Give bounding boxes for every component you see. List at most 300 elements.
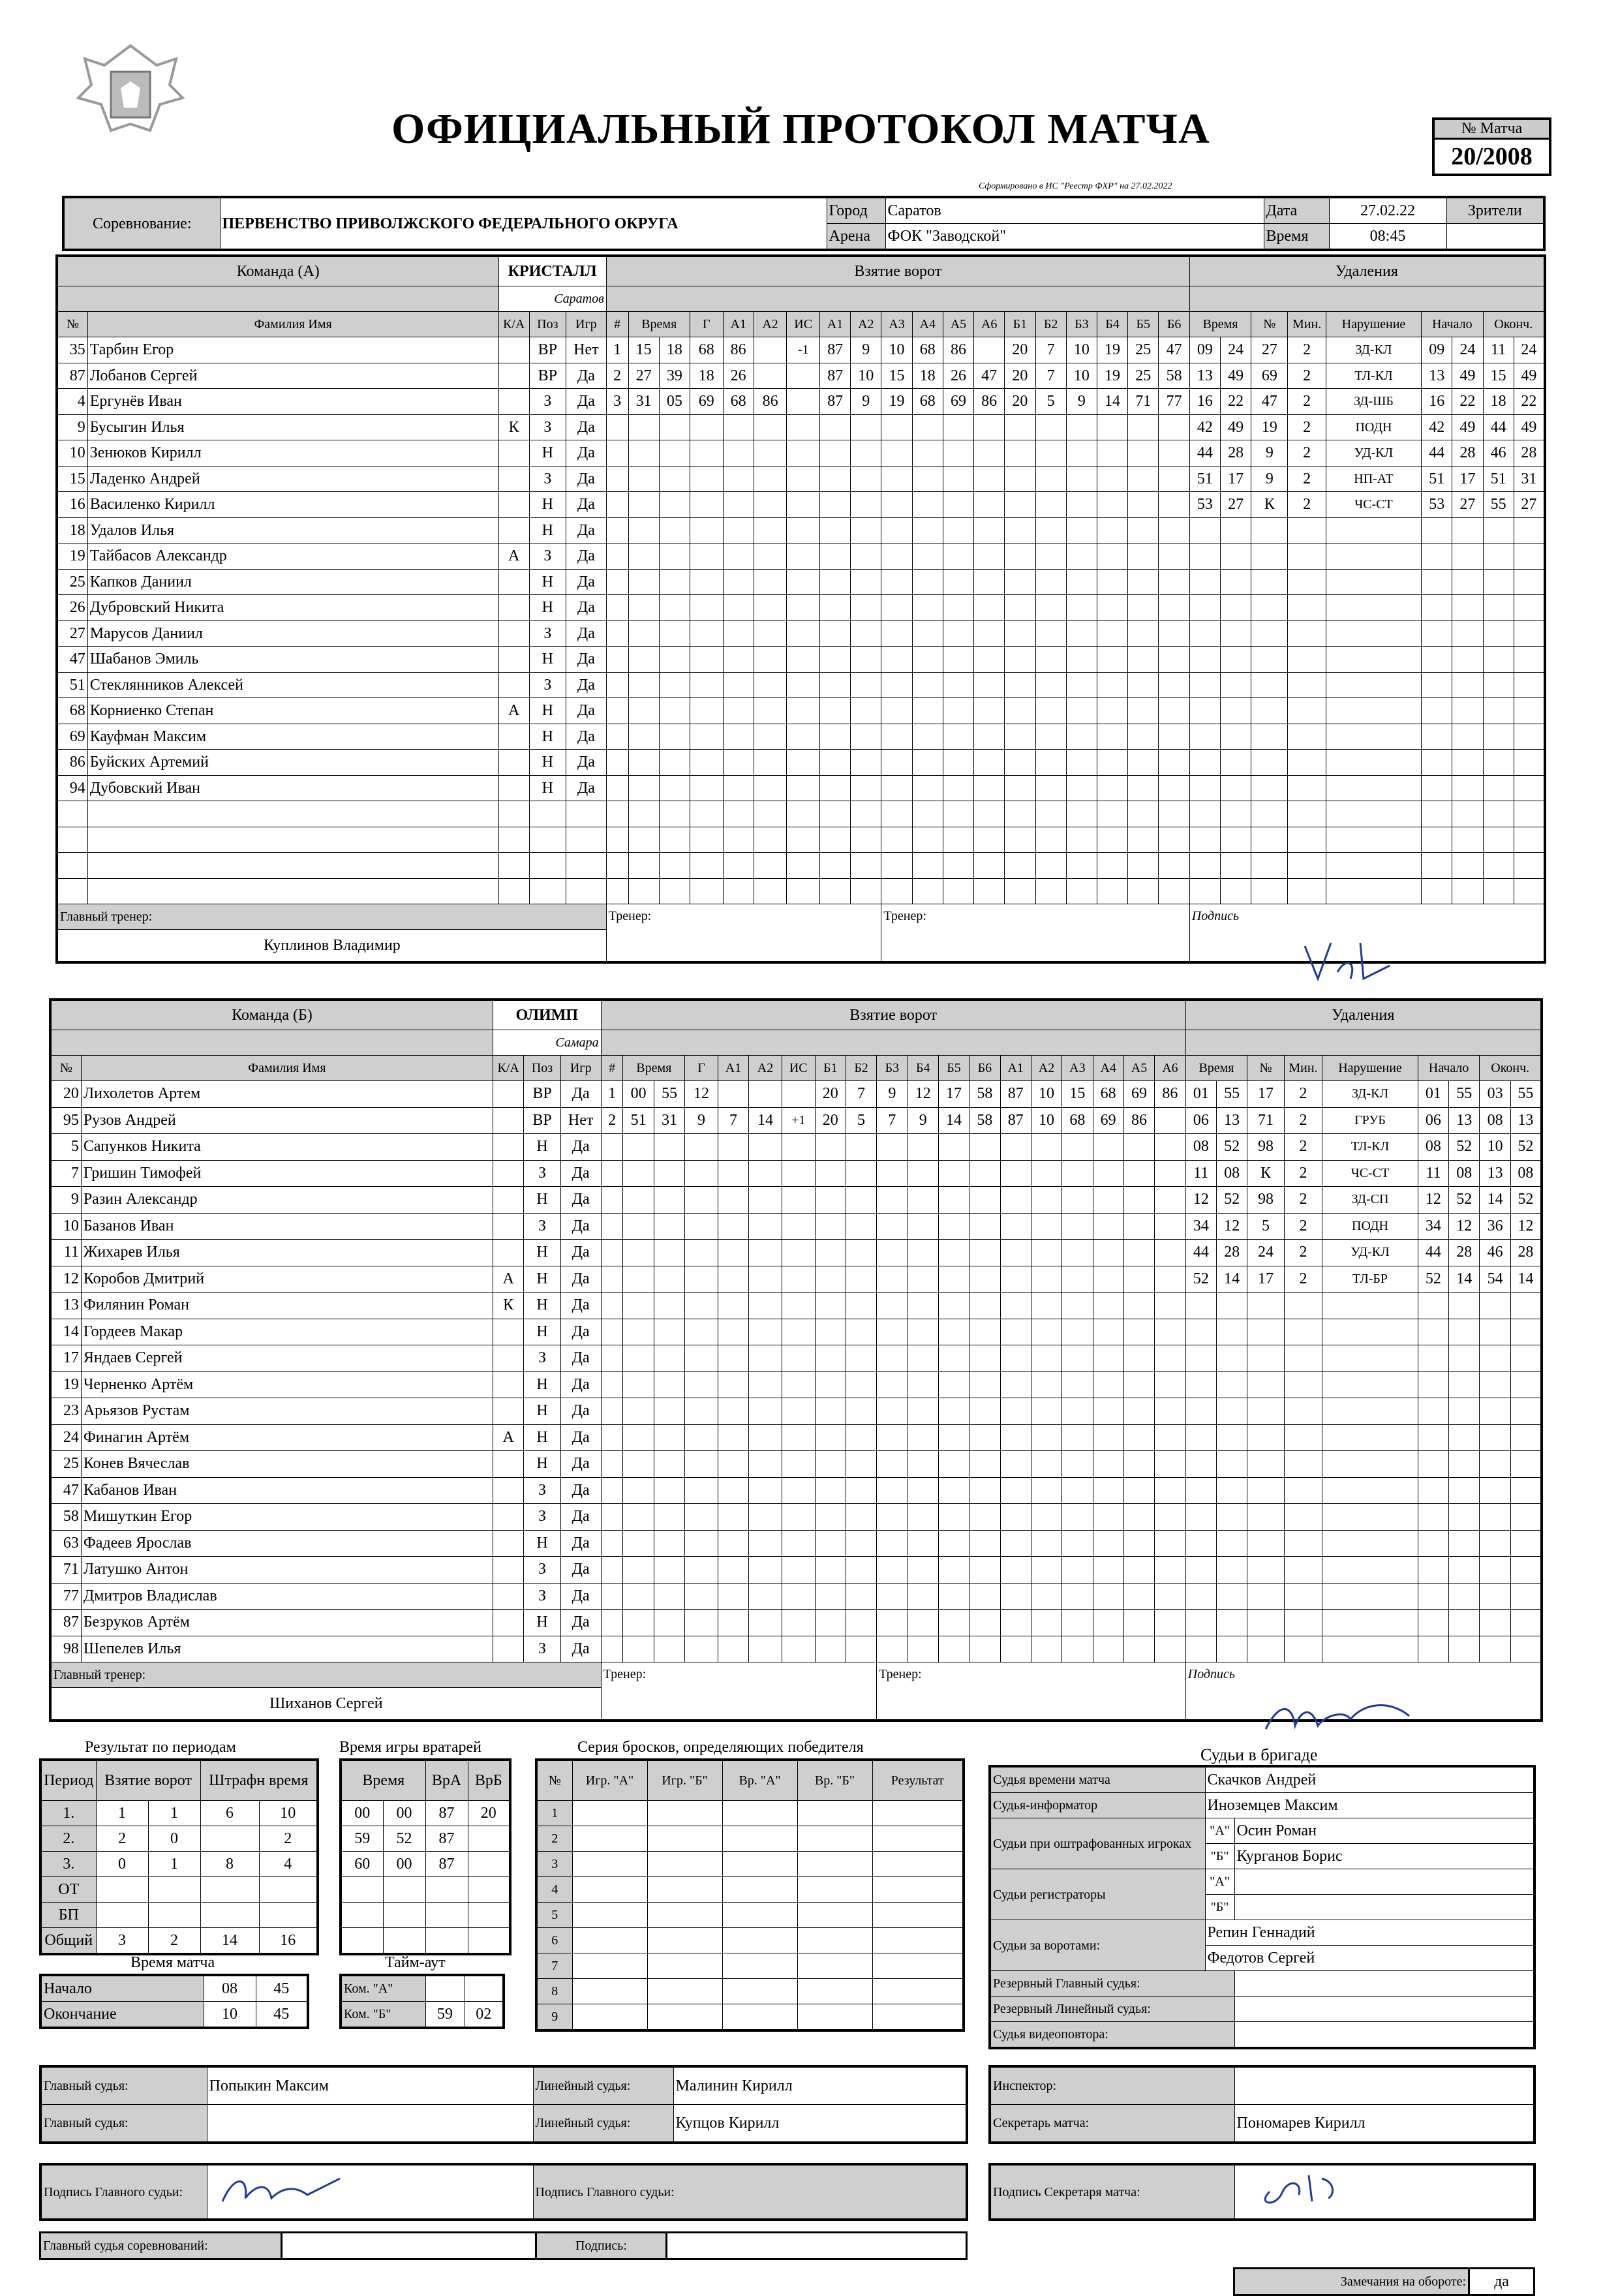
player-number: 10 bbox=[50, 1213, 81, 1240]
goal-cell bbox=[606, 647, 628, 673]
player-position: З bbox=[529, 620, 566, 647]
goal-cell bbox=[1097, 724, 1127, 750]
goal-cell: 58 bbox=[969, 1107, 1000, 1134]
inspector-label: Инспектор: bbox=[990, 2066, 1234, 2105]
goal-cell bbox=[623, 1557, 654, 1584]
goal-cell bbox=[974, 337, 1005, 363]
player-played: Да bbox=[560, 1293, 601, 1319]
goal-cell bbox=[654, 1266, 684, 1293]
penalty-cell: 08 bbox=[1185, 1134, 1216, 1161]
goal-cell bbox=[782, 1610, 815, 1636]
goal-cell bbox=[969, 1266, 1000, 1293]
goal-cell bbox=[938, 1398, 969, 1425]
goal-cell bbox=[628, 724, 659, 750]
penalty-cell: 36 bbox=[1480, 1213, 1510, 1240]
penalty-cell bbox=[1514, 595, 1545, 621]
goal-cell bbox=[690, 672, 723, 698]
goal-cell bbox=[1155, 1371, 1185, 1398]
goal-cell bbox=[718, 1134, 748, 1161]
registry-note: Сформировано в ИС "Реестр ФХР" на 27.02.2022 bbox=[979, 181, 1172, 191]
penalty-cell bbox=[1510, 1557, 1542, 1584]
goal-cell bbox=[846, 1345, 876, 1372]
shootout-row: 3 bbox=[536, 1852, 964, 1877]
player-played: Да bbox=[560, 1081, 601, 1108]
informer-value: Иноземцев Максим bbox=[1205, 1793, 1534, 1818]
goal-cell bbox=[974, 698, 1005, 724]
goal-cell bbox=[690, 492, 723, 518]
player-position: Н bbox=[524, 1371, 560, 1398]
line-ref-1: Малинин Кирилл bbox=[673, 2066, 967, 2105]
player-position: Н bbox=[529, 750, 566, 776]
goal-cell bbox=[1123, 1345, 1154, 1372]
penalty-cell bbox=[1480, 1319, 1510, 1345]
penalty-cell bbox=[1216, 1530, 1247, 1557]
penalty-cell bbox=[1452, 724, 1483, 750]
goal-cell bbox=[1093, 1134, 1123, 1161]
penalty-cell bbox=[1185, 1530, 1216, 1557]
team_b-column-headers: № Фамилия Имя К/А Поз Игр # Время Г А1 А2 ИС Б1 Б2 Б3 Б4 Б5 Б6 А1 А2 А3 А4 А5 А6 Время № Мин. Нарушение Начало Оконч. bbox=[50, 1056, 1542, 1081]
goal-cell bbox=[1159, 647, 1189, 673]
goal-cell bbox=[1005, 414, 1035, 440]
penalty-cell bbox=[1449, 1319, 1480, 1345]
penalty-cell bbox=[1247, 1530, 1284, 1557]
player-number: 14 bbox=[50, 1319, 81, 1345]
goal-cell bbox=[1155, 1187, 1185, 1214]
goal-cell bbox=[938, 1557, 969, 1584]
goal-cell bbox=[690, 595, 723, 621]
penalty-cell bbox=[1251, 853, 1288, 879]
player-position: Н bbox=[529, 775, 566, 801]
penalty-cell: 13 bbox=[1510, 1107, 1542, 1134]
goal-cell bbox=[690, 801, 723, 827]
goal-cell bbox=[723, 775, 754, 801]
goal-cell bbox=[606, 543, 628, 570]
goal-cell bbox=[1155, 1319, 1185, 1345]
penalty-cell bbox=[1216, 1610, 1247, 1636]
goal-cell bbox=[606, 801, 628, 827]
goal-cell bbox=[815, 1451, 846, 1478]
penalty-cell bbox=[1284, 1293, 1322, 1319]
goal-cell bbox=[723, 620, 754, 647]
goal-cell bbox=[1128, 492, 1159, 518]
goal-cell bbox=[723, 543, 754, 570]
goal-cell bbox=[685, 1213, 718, 1240]
goal-cell: 87 bbox=[1000, 1107, 1031, 1134]
goal-cell: 10 bbox=[881, 337, 912, 363]
goal-cell bbox=[685, 1187, 718, 1214]
goal-cell bbox=[787, 672, 820, 698]
penalty-cell bbox=[1251, 672, 1288, 698]
goal-cell bbox=[654, 1240, 684, 1266]
player-role bbox=[498, 517, 529, 543]
penalty-cell: 17 bbox=[1247, 1081, 1284, 1108]
goal-cell bbox=[974, 647, 1005, 673]
team_b-row bbox=[50, 1451, 1542, 1478]
penalty-cell bbox=[1418, 1424, 1448, 1451]
player-position: Н bbox=[529, 517, 566, 543]
goal-cell bbox=[881, 775, 912, 801]
goal-cell bbox=[1066, 878, 1097, 904]
team_a-row bbox=[57, 672, 1545, 698]
goal-cell bbox=[659, 827, 690, 853]
goal-cell bbox=[1093, 1187, 1123, 1214]
player-name bbox=[87, 853, 498, 879]
goal-cell bbox=[1159, 517, 1189, 543]
goal-cell bbox=[1128, 620, 1159, 647]
penalty-cell bbox=[1216, 1424, 1247, 1451]
goal-cell: 2 bbox=[601, 1107, 623, 1134]
goal-cell bbox=[787, 853, 820, 879]
player-position: ВР bbox=[529, 363, 566, 389]
goal-cell bbox=[1000, 1293, 1031, 1319]
goal-cell bbox=[754, 853, 787, 879]
goal-cell bbox=[908, 1504, 938, 1531]
team-a-signature bbox=[1298, 933, 1403, 992]
player-position: Н bbox=[529, 569, 566, 595]
penalty-cell bbox=[1449, 1371, 1480, 1398]
goal-cell bbox=[1128, 543, 1159, 570]
match-number-label: № Матча bbox=[1435, 120, 1549, 140]
team_b-row bbox=[50, 1187, 1542, 1214]
player-number: 25 bbox=[50, 1451, 81, 1478]
penalty-cell: 12 bbox=[1510, 1213, 1542, 1240]
team_b-row bbox=[50, 1107, 1542, 1134]
player-role bbox=[493, 1583, 524, 1610]
player-number: 95 bbox=[50, 1107, 81, 1134]
goal-cell bbox=[754, 543, 787, 570]
goal-cell bbox=[749, 1213, 782, 1240]
goal-cell bbox=[912, 517, 943, 543]
penalty-cell bbox=[1480, 1504, 1510, 1531]
goal-cell bbox=[754, 801, 787, 827]
penalty-cell bbox=[1284, 1319, 1322, 1345]
penalty-cell bbox=[1185, 1610, 1216, 1636]
player-name: Шепелев Илья bbox=[81, 1636, 493, 1662]
player-name: Бусыгин Илья bbox=[87, 414, 498, 440]
goal-cell bbox=[1066, 543, 1097, 570]
goal-cell bbox=[749, 1266, 782, 1293]
penalty-box-label: Судьи при оштрафованных игроках bbox=[990, 1818, 1205, 1869]
goal-cell bbox=[782, 1266, 815, 1293]
goal-cell bbox=[654, 1293, 684, 1319]
goal-cell bbox=[1062, 1293, 1093, 1319]
goal-cell bbox=[881, 543, 912, 570]
player-position: З bbox=[529, 389, 566, 415]
goal-cell bbox=[1066, 595, 1097, 621]
inspector-table bbox=[988, 2065, 1536, 2144]
goal-cell bbox=[1093, 1636, 1123, 1662]
goal-cell bbox=[815, 1636, 846, 1662]
goal-cell bbox=[606, 853, 628, 879]
penalty-cell: 28 bbox=[1216, 1240, 1247, 1266]
penalty-cell: 28 bbox=[1449, 1240, 1480, 1266]
goal-cell bbox=[754, 750, 787, 776]
player-played: Да bbox=[566, 414, 606, 440]
team_a-row bbox=[57, 724, 1545, 750]
goal-cell bbox=[1035, 853, 1066, 879]
penalty-cell bbox=[1452, 698, 1483, 724]
goal-cell bbox=[685, 1504, 718, 1531]
goal-cell bbox=[749, 1240, 782, 1266]
penalty-cell: 13 bbox=[1480, 1160, 1510, 1187]
goal-cell bbox=[819, 543, 850, 570]
penalty-cell bbox=[1189, 620, 1220, 647]
goal-cell bbox=[969, 1530, 1000, 1557]
player-name: Мишуткин Егор bbox=[81, 1504, 493, 1531]
player-role bbox=[493, 1398, 524, 1425]
goal-cell bbox=[1155, 1266, 1185, 1293]
penalty-cell bbox=[1418, 1504, 1448, 1531]
player-role bbox=[498, 337, 529, 363]
goal-cell: 86 bbox=[754, 389, 787, 415]
player-played: Да bbox=[560, 1187, 601, 1214]
penalty-cell bbox=[1510, 1451, 1542, 1478]
goal-cell: 9 bbox=[877, 1081, 908, 1108]
goal-cell bbox=[1035, 569, 1066, 595]
remarks-label: Замечания на обороте: bbox=[1234, 2269, 1469, 2295]
goal-cell bbox=[690, 775, 723, 801]
penalty-cell: 49 bbox=[1220, 414, 1251, 440]
penalty-cell bbox=[1189, 672, 1220, 698]
goal-cell bbox=[1155, 1504, 1185, 1531]
goal-cell bbox=[912, 672, 943, 698]
goal-cell bbox=[1035, 466, 1066, 492]
page-title: ОФИЦИАЛЬНЫЙ ПРОТОКОЛ МАТЧА bbox=[391, 105, 1210, 153]
goal-cell bbox=[623, 1610, 654, 1636]
goal-cell bbox=[1093, 1610, 1123, 1636]
goal-cell bbox=[908, 1134, 938, 1161]
penalty-cell bbox=[1185, 1345, 1216, 1372]
goal-cell bbox=[787, 569, 820, 595]
goal-cell bbox=[601, 1293, 623, 1319]
goal-cell bbox=[654, 1345, 684, 1372]
team_b-penalties-header: Удаления bbox=[1185, 1000, 1542, 1030]
penalty-cell bbox=[1189, 878, 1220, 904]
goal-cell bbox=[782, 1398, 815, 1425]
goal-cell bbox=[877, 1504, 908, 1531]
goal-cell bbox=[815, 1398, 846, 1425]
penalty-cell bbox=[1322, 1557, 1418, 1584]
team_a-penalties-header: Удаления bbox=[1189, 256, 1545, 286]
timeout-b-label: Ком. "Б" bbox=[341, 2002, 425, 2028]
goal-cell bbox=[1159, 698, 1189, 724]
penalty-cell bbox=[1483, 672, 1514, 698]
start-label: Начало bbox=[40, 1975, 204, 2002]
penalty-cell: 01 bbox=[1418, 1081, 1448, 1108]
player-played: Да bbox=[560, 1134, 601, 1161]
goal-cell bbox=[623, 1477, 654, 1504]
goal-cell: 18 bbox=[690, 363, 723, 389]
goal-cell bbox=[1155, 1636, 1185, 1662]
goal-cell bbox=[1062, 1266, 1093, 1293]
penalty-cell bbox=[1510, 1398, 1542, 1425]
secretary-sign-table bbox=[988, 2163, 1536, 2221]
goal-cell bbox=[1005, 698, 1035, 724]
player-played: Да bbox=[560, 1610, 601, 1636]
player-number: 17 bbox=[50, 1345, 81, 1372]
penalty-cell bbox=[1483, 724, 1514, 750]
goal-cell: 18 bbox=[912, 363, 943, 389]
team_a-row bbox=[57, 363, 1545, 389]
player-name bbox=[87, 801, 498, 827]
penalty-cell bbox=[1510, 1636, 1542, 1662]
goal-cell bbox=[654, 1371, 684, 1398]
player-name: Тайбасов Александр bbox=[87, 543, 498, 570]
period-row: 3. 0 1 8 4 bbox=[40, 1852, 318, 1877]
player-name: Коробов Дмитрий bbox=[81, 1266, 493, 1293]
penalty-cell: 46 bbox=[1483, 440, 1514, 467]
goal-cell bbox=[1159, 750, 1189, 776]
penalty-cell: 28 bbox=[1514, 440, 1545, 467]
goal-cell bbox=[851, 414, 881, 440]
goal-cell: 51 bbox=[623, 1107, 654, 1134]
player-role bbox=[493, 1636, 524, 1662]
penalty-cell bbox=[1422, 827, 1452, 853]
goal-cell bbox=[851, 466, 881, 492]
penalty-cell bbox=[1251, 775, 1288, 801]
goal-cell bbox=[969, 1293, 1000, 1319]
penalty-cell bbox=[1480, 1424, 1510, 1451]
goal-cell bbox=[685, 1530, 718, 1557]
team_b-row bbox=[50, 1081, 1542, 1108]
goal-cell bbox=[1005, 595, 1035, 621]
goal-cell bbox=[685, 1345, 718, 1372]
goal-cell bbox=[718, 1636, 748, 1662]
player-name: Жихарев Илья bbox=[81, 1240, 493, 1266]
goal-cell bbox=[628, 595, 659, 621]
goal-cell: 9 bbox=[1066, 389, 1097, 415]
team-a-section bbox=[55, 254, 1546, 964]
player-played: Нет bbox=[560, 1107, 601, 1134]
player-name: Корниенко Степан bbox=[87, 698, 498, 724]
penalty-cell: 11 bbox=[1185, 1160, 1216, 1187]
penalty-cell: 9 bbox=[1251, 466, 1288, 492]
goal-cell bbox=[601, 1134, 623, 1161]
team_a-row bbox=[57, 750, 1545, 776]
penalty-cell bbox=[1284, 1504, 1322, 1531]
goal-cell bbox=[1062, 1371, 1093, 1398]
penalty-cell bbox=[1189, 543, 1220, 570]
goal-cell bbox=[749, 1134, 782, 1161]
penalty-cell: 49 bbox=[1514, 363, 1545, 389]
player-number: 18 bbox=[57, 517, 87, 543]
player-role bbox=[493, 1451, 524, 1478]
goal-cell bbox=[908, 1557, 938, 1584]
goal-cell bbox=[723, 853, 754, 879]
goal-cell bbox=[782, 1504, 815, 1531]
player-name: Сапунков Никита bbox=[81, 1134, 493, 1161]
goal-cell bbox=[1035, 801, 1066, 827]
player-position: З bbox=[524, 1557, 560, 1584]
goal-cell bbox=[1005, 466, 1035, 492]
goal-cell bbox=[1097, 543, 1127, 570]
goal-cell bbox=[1005, 878, 1035, 904]
goal-cell bbox=[877, 1134, 908, 1161]
penalty-cell: 52 bbox=[1185, 1266, 1216, 1293]
goal-cell bbox=[787, 878, 820, 904]
goal-cell bbox=[1128, 569, 1159, 595]
player-played: Да bbox=[566, 672, 606, 698]
penalty-cell bbox=[1452, 517, 1483, 543]
team_b-row bbox=[50, 1160, 1542, 1187]
penalty-cell bbox=[1418, 1557, 1448, 1584]
goal-cell bbox=[685, 1424, 718, 1451]
goal-cell: 39 bbox=[659, 363, 690, 389]
penalty-cell: 44 bbox=[1418, 1240, 1448, 1266]
goal-cell bbox=[1097, 466, 1127, 492]
shootout-row: 1 bbox=[536, 1801, 964, 1826]
goal-cell: 19 bbox=[881, 389, 912, 415]
officials-table bbox=[39, 2065, 968, 2144]
goal-cell bbox=[690, 466, 723, 492]
goal-cell bbox=[1005, 647, 1035, 673]
shootout-row: 6 bbox=[536, 1928, 964, 1953]
goal-cell bbox=[659, 724, 690, 750]
goal-cell bbox=[851, 569, 881, 595]
goal-cell bbox=[943, 878, 973, 904]
team_a-row bbox=[57, 775, 1545, 801]
goal-cell: 77 bbox=[1159, 389, 1189, 415]
team_b-row bbox=[50, 1213, 1542, 1240]
penalty-cell bbox=[1251, 569, 1288, 595]
goal-cell bbox=[601, 1187, 623, 1214]
goal-cell: 12 bbox=[908, 1081, 938, 1108]
goal-cell bbox=[1159, 827, 1189, 853]
goal-cell bbox=[851, 440, 881, 467]
video-ref-label: Судья видеоповтора: bbox=[990, 2022, 1234, 2049]
penalty-cell bbox=[1284, 1371, 1322, 1398]
goal-cell bbox=[1159, 440, 1189, 467]
penalty-cell bbox=[1480, 1398, 1510, 1425]
team_b-row bbox=[50, 1583, 1542, 1610]
goal-cell bbox=[628, 492, 659, 518]
penalty-cell bbox=[1189, 698, 1220, 724]
penalty-cell bbox=[1288, 750, 1326, 776]
player-played: Да bbox=[566, 724, 606, 750]
goal-cell bbox=[1000, 1636, 1031, 1662]
goal-cell bbox=[815, 1187, 846, 1214]
player-played bbox=[566, 801, 606, 827]
player-number: 5 bbox=[50, 1134, 81, 1161]
player-number: 71 bbox=[50, 1557, 81, 1584]
player-role bbox=[493, 1134, 524, 1161]
goal-cell bbox=[1097, 517, 1127, 543]
goal-cell bbox=[782, 1187, 815, 1214]
player-played: Да bbox=[560, 1266, 601, 1293]
player-position: Н bbox=[529, 647, 566, 673]
penalty-cell bbox=[1220, 775, 1251, 801]
player-played: Да bbox=[560, 1160, 601, 1187]
goal-cell bbox=[628, 543, 659, 570]
goal-cell bbox=[1066, 672, 1097, 698]
goal-cell: 10 bbox=[1031, 1107, 1061, 1134]
arena-label: Арена bbox=[827, 224, 885, 251]
goal-cell: 25 bbox=[1128, 337, 1159, 363]
player-name: Кауфман Максим bbox=[87, 724, 498, 750]
goal-cell bbox=[877, 1293, 908, 1319]
goal-cell bbox=[685, 1557, 718, 1584]
penalty-cell: 22 bbox=[1514, 389, 1545, 415]
goal-cell bbox=[654, 1187, 684, 1214]
goal-cell bbox=[877, 1240, 908, 1266]
player-role bbox=[493, 1610, 524, 1636]
goal-cell bbox=[754, 775, 787, 801]
team_a-row bbox=[57, 440, 1545, 467]
goal-cell: 58 bbox=[1159, 363, 1189, 389]
date-label: Дата bbox=[1264, 197, 1329, 224]
penalty-cell bbox=[1326, 724, 1421, 750]
penalty-cell bbox=[1251, 620, 1288, 647]
